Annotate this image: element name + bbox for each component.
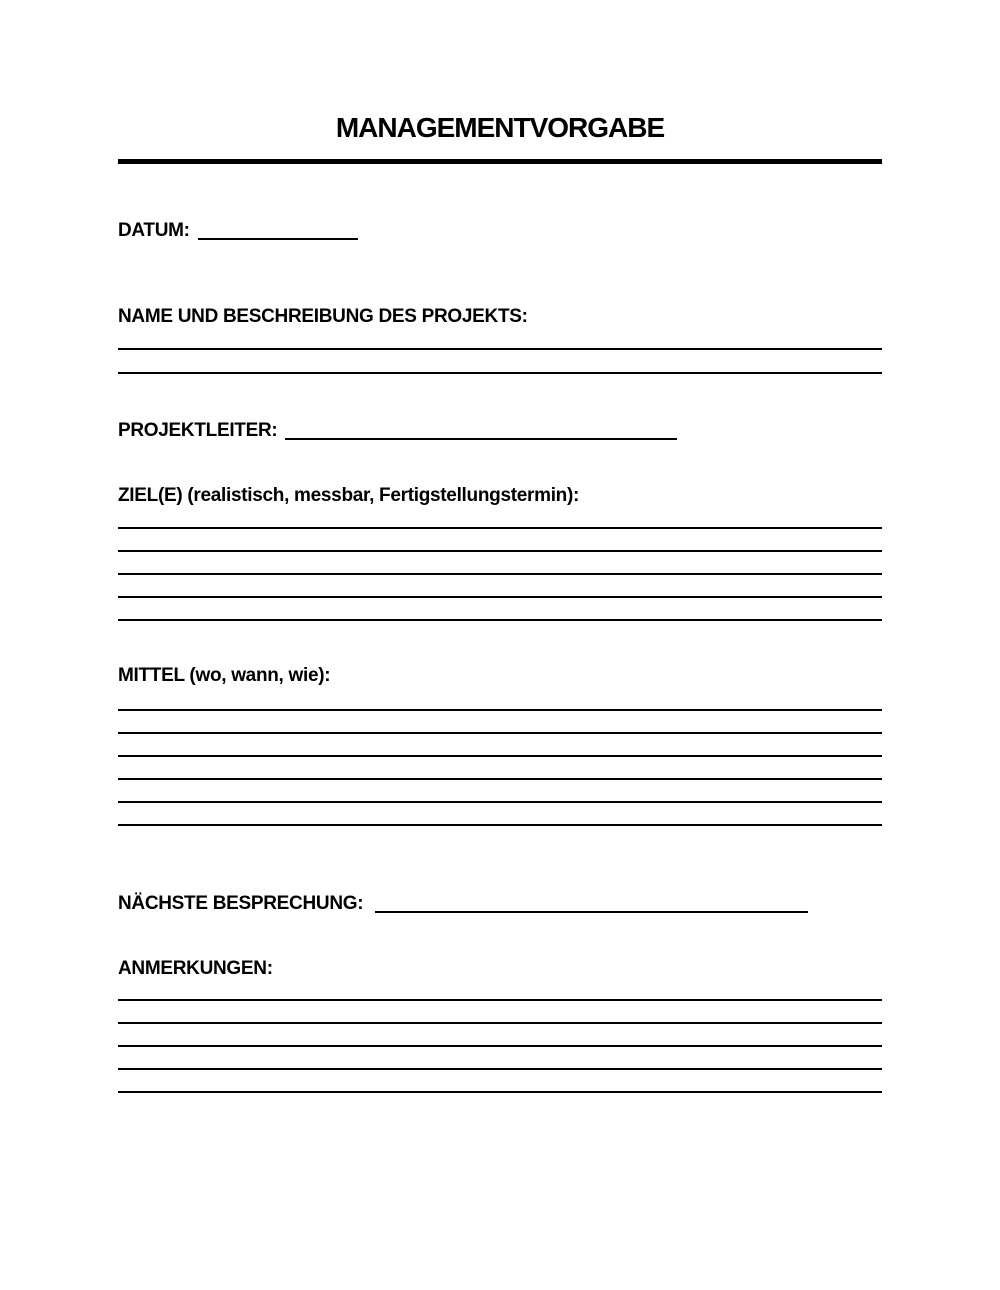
naechste-besprechung-blank-line [375,895,808,913]
form-title: MANAGEMENTVORGABE [335,112,665,143]
title-divider-rule [118,159,882,164]
writing-line [118,734,882,757]
projekt-writing-lines [118,326,882,374]
writing-line [118,575,882,598]
writing-line [118,711,882,734]
mittel-label: MITTEL (wo, wann, wie): [118,665,331,686]
projektleiter-field-row [118,418,677,442]
writing-line [118,803,882,826]
datum-blank-line [198,222,358,240]
writing-line [118,326,882,350]
anmerkungen-label: ANMERKUNGEN: [118,958,273,979]
writing-line [118,688,882,711]
datum-field-row [118,218,358,242]
ziele-label: ZIEL(E) (realistisch, messbar, Fertigstellungstermin): [118,485,580,506]
writing-line [118,780,882,803]
writing-line [118,350,882,374]
writing-line [118,1047,882,1070]
writing-line [118,757,882,780]
writing-line [118,598,882,621]
writing-line [118,978,882,1001]
writing-line [118,1024,882,1047]
naechste-besprechung-field-row [118,891,808,915]
writing-line [118,1001,882,1024]
projekt-label: NAME UND BESCHREIBUNG DES PROJEKTS: [118,306,528,327]
projektleiter-label: PROJEKTLEITER: [118,420,278,441]
mittel-writing-lines [118,688,882,826]
projektleiter-blank-line [285,422,677,440]
writing-line [118,506,882,529]
writing-line [118,529,882,552]
naechste-besprechung-label: NÄCHSTE BESPRECHUNG: [118,893,364,914]
writing-line [118,1070,882,1093]
anmerkungen-writing-lines [118,978,882,1093]
writing-line [118,552,882,575]
ziele-writing-lines [118,506,882,621]
datum-label: DATUM: [118,220,190,241]
